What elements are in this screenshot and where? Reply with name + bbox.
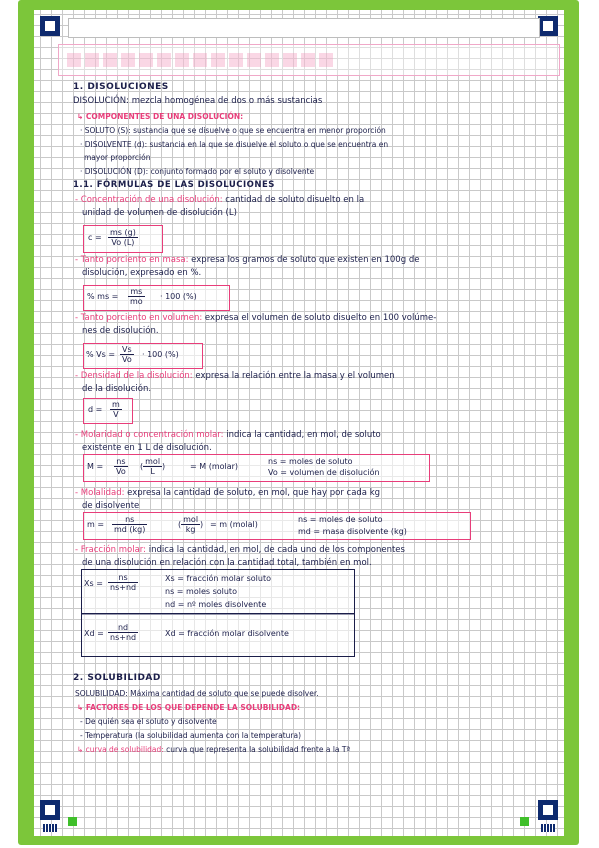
- concentracion-line-1: [75, 195, 364, 206]
- molalidad-text-1: expresa la cantidad de soluto, en mol, que hay por cada kg: [124, 488, 381, 498]
- conc-num: ms (g): [110, 228, 136, 237]
- volumen-formula-frac: [120, 345, 134, 364]
- molaridad-line-2: existente en 1 L de disolución.: [82, 443, 212, 453]
- molalidad-unit-den: kg: [185, 525, 196, 534]
- concentracion-label: - Concentración de una disolución:: [75, 195, 223, 205]
- molaridad-unit-num: mol: [145, 457, 161, 466]
- molalidad-label: - Molalidad:: [75, 488, 125, 498]
- molaridad-line-1: [75, 430, 381, 441]
- disolvente-line-1: · DISOLVENTE (d): sustancia en la que se disuelve el soluto o que se encuentra en: [80, 140, 389, 149]
- densidad-line-1: [75, 371, 395, 382]
- curva-label: ↳ curva de solubilidad:: [77, 745, 164, 754]
- formulas-heading: 1.1. FÓRMULAS DE LAS DISOLUCIONES: [73, 180, 275, 190]
- masa-text-1: expresa los gramos de soluto que existen en 100g de: [188, 255, 420, 265]
- barcode-left: [43, 824, 57, 832]
- xs-formula-frac: [108, 573, 138, 592]
- volumen-text-1: expresa el volumen de soluto disuelto en 100 volúme-: [202, 313, 437, 323]
- fraccion-line-2: de una disolución en relación con la cantidad total, también en mol.: [82, 558, 372, 568]
- molaridad-note-1: ns = moles de soluto: [268, 457, 353, 466]
- volumen-den: Vo: [122, 355, 132, 364]
- masa-num: ms: [128, 287, 145, 297]
- disolucion-line: · DISOLUCIÓN (D): conjunto formado por el soluto y disolvente: [80, 167, 315, 176]
- masa-line-2: disolución, expresado en %.: [82, 268, 202, 278]
- xd-formula-frac: [108, 623, 138, 642]
- molaridad-label: - Molaridad o concentración molar:: [75, 430, 224, 440]
- densidad-label: - Densidad de la disolución:: [75, 371, 193, 381]
- xs-note-1: Xs = fracción molar soluto: [165, 574, 272, 583]
- curva-text: curva que representa la solubilidad frente a la Tª: [163, 745, 351, 754]
- densidad-formula-lhs: d =: [88, 405, 103, 414]
- section-title-solubilidad: 2. SOLUBILIDAD: [73, 673, 161, 683]
- molalidad-unit-num: mol: [183, 515, 199, 524]
- molalidad-formula-frac: [112, 515, 147, 534]
- definition-disolucion: DISOLUCIÓN: mezcla homogénea de dos o más sustancias: [73, 96, 323, 106]
- corner-marker-bottom-right: [538, 800, 558, 820]
- masa-formula-frac: [128, 287, 145, 306]
- molalidad-formula-lhs: m =: [87, 520, 105, 529]
- xd-formula-lhs: Xd =: [84, 629, 104, 638]
- factor-line-2: - Temperatura (la solubilidad aumenta con la temperatura): [80, 731, 302, 740]
- masa-formula-lhs: % ms =: [87, 292, 119, 301]
- molaridad-formula-rhs: = M (molar): [190, 462, 239, 471]
- title-highlight-box: [58, 44, 560, 76]
- xd-den: ns+nd: [110, 633, 137, 642]
- xs-den: ns+nd: [110, 583, 137, 592]
- factor-line-1: - De quién sea el soluto y disolvente: [80, 717, 217, 726]
- molaridad-units: ( $\frac{\text{mol}}{L}$ ): [140, 457, 166, 476]
- molaridad-unit-den: L: [150, 467, 155, 476]
- concentracion-formula-frac: [108, 228, 138, 247]
- green-marker-right: [520, 817, 529, 826]
- volumen-line-1: [75, 313, 436, 324]
- xs-formula-lhs: Xs =: [84, 579, 103, 588]
- conc-den: Vo (L): [111, 238, 135, 247]
- header-field: [68, 18, 540, 38]
- volumen-formula-rhs: · 100 (%): [142, 350, 179, 359]
- disolvente-line-2: mayor proporción: [84, 153, 151, 162]
- molalidad-note-2: md = masa disolvente (kg): [298, 527, 407, 536]
- concentracion-formula-lhs: c =: [88, 233, 102, 242]
- solubilidad-definition: SOLUBILIDAD: Máxima cantidad de soluto que se puede disolver.: [75, 689, 319, 698]
- curva-line: [77, 744, 350, 755]
- densidad-num: m: [112, 400, 120, 409]
- corner-marker-top-right: [538, 16, 558, 36]
- section-title-disoluciones: 1. DISOLUCIONES: [73, 82, 169, 92]
- volumen-label: - Tanto porciento en volumen:: [75, 313, 203, 323]
- molalidad-den: md (kg): [114, 525, 146, 534]
- masa-formula-rhs: · 100 (%): [160, 292, 197, 301]
- molaridad-formula-lhs: M =: [87, 462, 104, 471]
- volumen-formula-lhs: % Vs =: [86, 350, 116, 359]
- densidad-line-2: de la disolución.: [82, 384, 152, 394]
- densidad-text-1: expresa la relación entre la masa y el volumen: [192, 371, 395, 381]
- fraccion-text-1: indica la cantidad, en mol, de cada uno de los componentes: [146, 545, 405, 555]
- molaridad-note-2: Vo = volumen de disolución: [268, 468, 380, 477]
- molaridad-den: Vo: [116, 467, 126, 476]
- masa-label: - Tanto porciento en masa:: [75, 255, 189, 265]
- barcode-right: [541, 824, 555, 832]
- molaridad-formula-frac: [114, 457, 128, 476]
- components-heading: ↳ COMPONENTES DE UNA DISOLUCIÓN:: [77, 112, 244, 121]
- xs-note-3: nd = nº moles disolvente: [165, 600, 267, 609]
- xs-note-2: ns = moles soluto: [165, 587, 237, 596]
- fraccion-label: - Fracción molar:: [75, 545, 147, 555]
- fraccion-line-1: [75, 545, 405, 556]
- molalidad-formula-rhs: = m (molal): [210, 520, 258, 529]
- densidad-den: V: [113, 410, 119, 419]
- masa-line-1: [75, 255, 419, 266]
- xs-num: ns: [108, 573, 138, 583]
- masa-den: mo: [130, 297, 143, 306]
- molalidad-units: ( $\frac{\text{mol}}{kg}$ ): [178, 515, 204, 534]
- xd-num: nd: [108, 623, 138, 633]
- concentracion-line-2: unidad de volumen de disolución (L): [82, 208, 237, 218]
- molalidad-note-1: ns = moles de soluto: [298, 515, 383, 524]
- corner-marker-bottom-left: [40, 800, 60, 820]
- molalidad-line-1: [75, 488, 380, 499]
- concentracion-text-1: cantidad de soluto disuelto en la: [222, 195, 365, 205]
- molaridad-num: ns: [114, 457, 128, 467]
- green-marker-left: [68, 817, 77, 826]
- molalidad-line-2: de disolvente: [82, 501, 140, 511]
- xd-note-1: Xd = fracción molar disolvente: [165, 629, 289, 638]
- factors-heading: ↳ FACTORES DE LOS QUE DEPENDE LA SOLUBILIDAD:: [77, 703, 301, 712]
- volumen-num: Vs: [120, 345, 134, 355]
- volumen-line-2: nes de disolución.: [82, 326, 159, 336]
- corner-marker-top-left: [40, 16, 60, 36]
- soluto-line: · SOLUTO (S): sustancia que se disuelve o que se encuentra en menor proporción: [80, 126, 386, 135]
- densidad-formula-frac: [110, 400, 122, 419]
- molalidad-num: ns: [112, 515, 147, 525]
- molaridad-text-1: indica la cantidad, en mol, de soluto: [223, 430, 381, 440]
